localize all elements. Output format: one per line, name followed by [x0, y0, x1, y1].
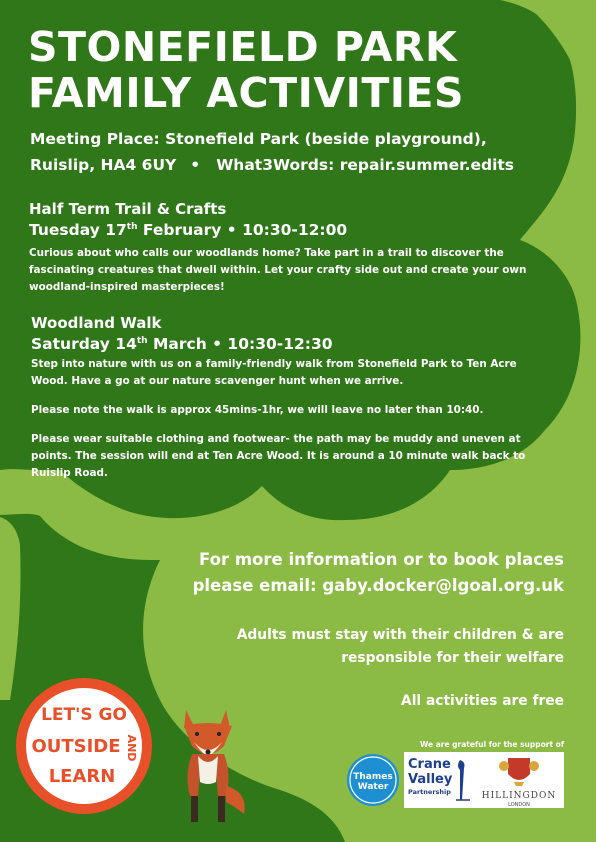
crane-line-2: Valley [408, 772, 453, 787]
meeting-address: Ruislip, HA4 6UY [30, 156, 177, 174]
event-woodland-walk [31, 313, 551, 490]
fox-illustration [164, 706, 252, 826]
hillingdon-logo [474, 752, 564, 808]
event-date-prefix: Saturday 14 [31, 335, 137, 353]
lets-go-outside-logo [14, 676, 154, 816]
booking-email[interactable]: please email: gaby.docker@lgoal.org.uk [192, 576, 564, 595]
booking-line-1: For more information or to book places [199, 550, 564, 569]
lgol-line-3: AND [125, 734, 138, 762]
crane-valley-logo [404, 752, 474, 808]
meeting-bullet: • [190, 156, 201, 174]
event-date-sup: th [136, 335, 148, 346]
adults-notice [144, 624, 564, 670]
hillingdon-name: HILLINGDON [481, 791, 557, 801]
event-date-suffix: February • 10:30-12:00 [137, 221, 348, 239]
event-clothing-note: Please wear suitable clothing and footwear- the path may be muddy and uneven at points. The session will end at Ten Acre Wood. It is around a 10 minute walk back to Ruislip Road. [31, 433, 526, 479]
page-title [28, 24, 464, 116]
thames-water-logo [346, 753, 400, 807]
adults-line-2: responsible for their welfare [341, 650, 564, 666]
hillingdon-sub: LONDON [508, 802, 530, 808]
meeting-line-1: Meeting Place: Stonefield Park (beside playground), [30, 130, 487, 148]
lgol-line-1: LET'S GO [41, 705, 127, 725]
event-date [29, 220, 559, 241]
event-description: Curious about who calls our woodlands home? Take part in a trail to discover the fascinating creatures that dwell within. Let your crafty side out and create your own woodland-inspired masterpieces! [29, 247, 527, 293]
meeting-what3words: What3Words: repair.summer.edits [216, 156, 515, 174]
event-title: Woodland Walk [31, 314, 162, 332]
crane-line-1: Crane [408, 757, 451, 772]
sponsor-thanks: We are grateful for the support of [420, 740, 565, 749]
meeting-place [30, 126, 570, 178]
event-date-sup: th [126, 221, 138, 232]
lgol-line-2: OUTSIDE [31, 736, 121, 757]
event-date [31, 334, 551, 355]
free-notice: All activities are free [401, 693, 564, 709]
lgol-line-4: LEARN [48, 766, 116, 787]
event-half-term [29, 199, 559, 304]
event-date-suffix: March • 10:30-12:30 [147, 335, 333, 353]
thames-line-2: Water [357, 782, 389, 792]
crane-line-3: Partnership [408, 788, 451, 796]
event-description: Step into nature with us on a family-friendly walk from Stonefield Park to Ten Acre Wood. Have a go at our nature scavenger hunt when we arrive. [31, 358, 517, 387]
title-line-2: FAMILY ACTIVITIES [28, 69, 465, 117]
adults-line-1: Adults must stay with their children & are [236, 627, 564, 643]
title-line-1: STONEFIELD PARK [28, 23, 458, 71]
event-title: Half Term Trail & Crafts [29, 200, 227, 218]
thames-line-1: Thames [353, 772, 393, 782]
event-date-prefix: Tuesday 17 [29, 221, 127, 239]
event-note: Please note the walk is approx 45mins-1hr, we will leave no later than 10:40. [31, 404, 484, 416]
booking-info [144, 547, 564, 599]
meeting-line-2 [30, 152, 570, 178]
